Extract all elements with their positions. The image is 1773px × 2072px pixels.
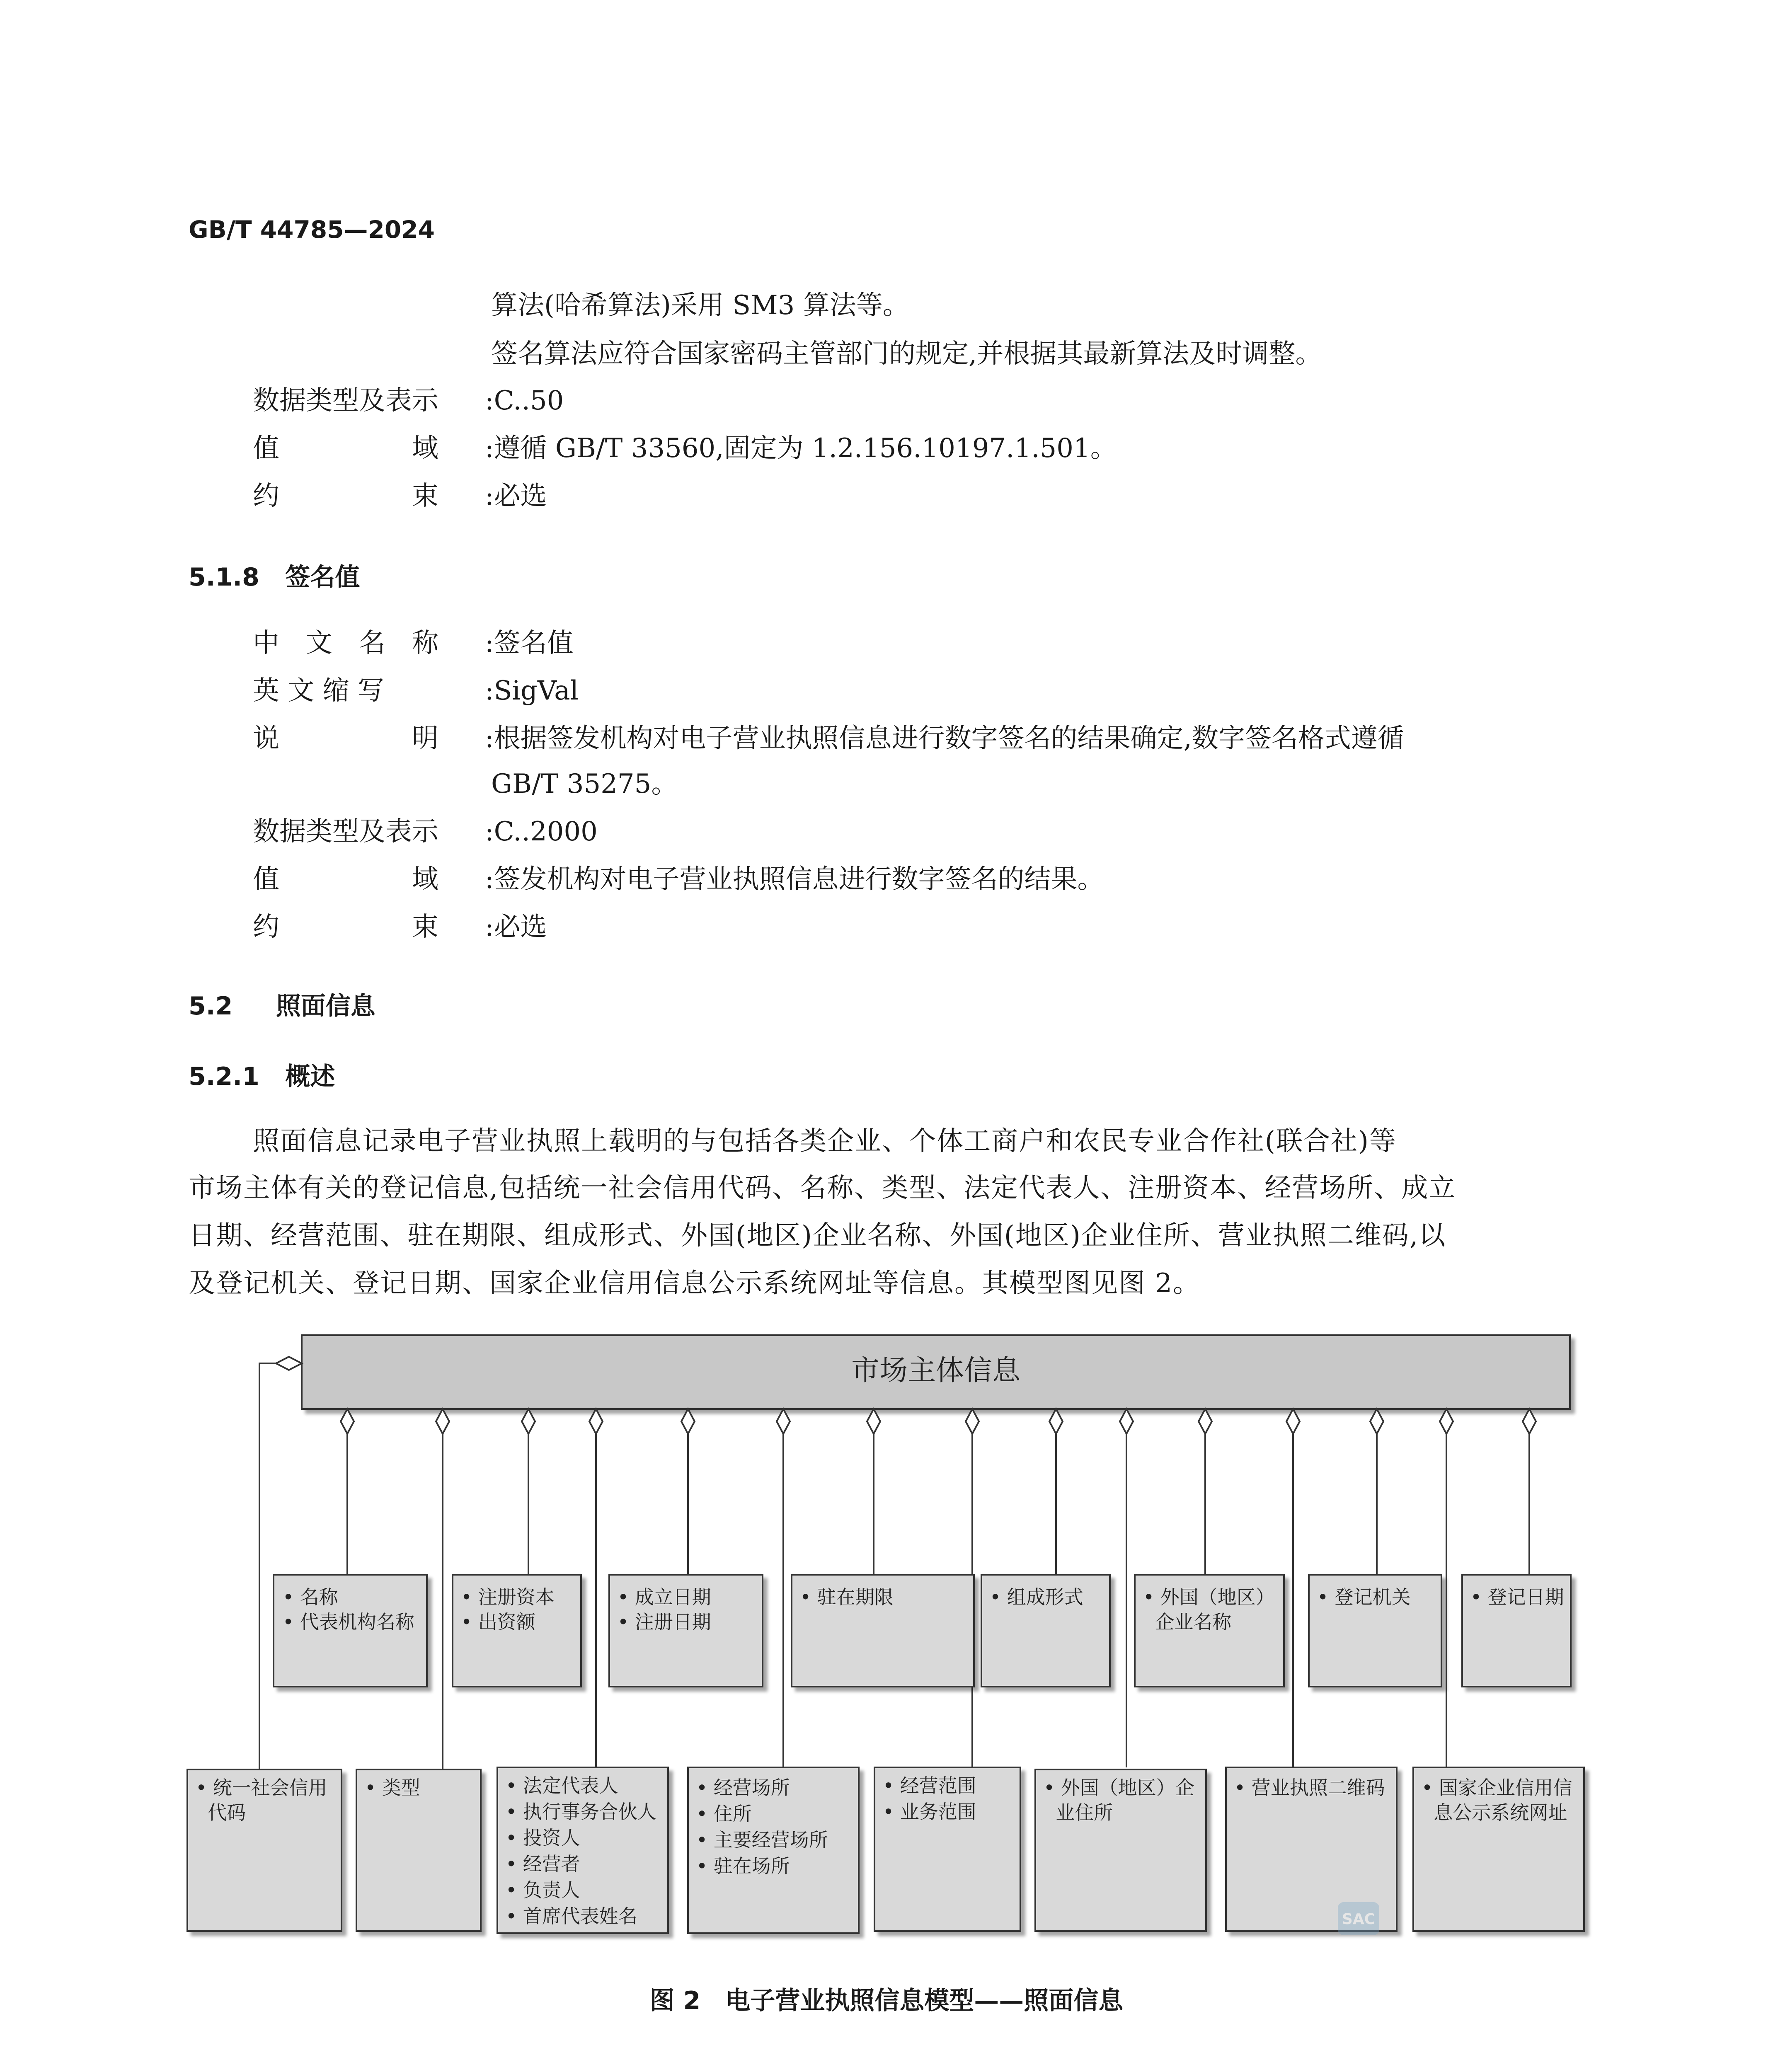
field-value: 签名值 — [494, 628, 574, 658]
field-value: 签发机构对电子营业执照信息进行数字签名的结果。 — [494, 864, 1104, 895]
svg-text:SAC: SAC — [1342, 1911, 1376, 1928]
box-line: • 驻在场所 — [696, 1855, 790, 1877]
box-line: • 代表机构名称 — [283, 1611, 414, 1633]
box-line: • 业务范围 — [883, 1801, 976, 1823]
paragraph-line: 市场主体有关的登记信息,包括统一社会信用代码、名称、类型、法定代表人、注册资本、经营场所、成立 — [189, 1173, 1456, 1203]
field-colon: : — [485, 385, 494, 416]
field-label: 英 文 缩 写 — [253, 675, 385, 706]
box-line: • 首席代表姓名 — [506, 1905, 637, 1927]
field-value: 必选 — [494, 481, 547, 511]
field-label: 值 域 — [253, 864, 438, 895]
box-line: • 国家企业信用信 — [1422, 1777, 1572, 1799]
field-label: 数据类型及表示 — [253, 385, 438, 416]
field-value: C..50 — [494, 385, 564, 416]
box-line: • 驻在期限 — [800, 1586, 894, 1608]
box-line: • 名称 — [283, 1586, 338, 1608]
section-title: 签名值 — [285, 563, 360, 592]
field-label: 值 域 — [253, 433, 438, 464]
box-line: • 外国（地区）企 — [1044, 1777, 1194, 1799]
section-number: 5.1.8 — [189, 563, 259, 592]
box-line: • 执行事务合伙人 — [506, 1801, 656, 1823]
box-line: • 住所 — [696, 1803, 752, 1825]
field-value: 根据签发机构对电子营业执照信息进行数字签名的结果确定,数字签名格式遵循 — [494, 723, 1404, 754]
field-value: SigVal — [494, 675, 579, 706]
sac-watermark-logo — [1338, 1902, 1379, 1935]
box-line: • 出资额 — [461, 1611, 535, 1633]
box-line: 业住所 — [1044, 1801, 1113, 1824]
paragraph-line: 日期、经营范围、驻在期限、组成形式、外国(地区)企业名称、外国(地区)企业住所、营业执照二维码,以 — [189, 1220, 1446, 1251]
field-colon: : — [485, 675, 494, 706]
box-line: 息公示系统网址 — [1422, 1801, 1567, 1824]
box-line: • 投资人 — [506, 1827, 580, 1849]
box-line: • 经营者 — [506, 1853, 580, 1875]
box-line: • 统一社会信用 — [196, 1777, 327, 1799]
box-line: 企业名称 — [1143, 1611, 1232, 1633]
section-number: 5.2.1 — [189, 1062, 259, 1091]
field-continuation: GB/T 35275。 — [491, 769, 678, 799]
field-colon: : — [485, 864, 494, 895]
standard-number: GB/T 44785—2024 — [189, 215, 435, 244]
box-line: • 类型 — [365, 1777, 420, 1799]
section-title: 概述 — [285, 1062, 335, 1091]
text-line: 算法(哈希算法)采用 SM3 算法等。 — [491, 290, 909, 321]
main-entity-title: 市场主体信息 — [851, 1354, 1021, 1387]
field-colon: : — [485, 912, 494, 942]
field-colon: : — [485, 481, 494, 511]
paragraph-line: 照面信息记录电子营业执照上载明的与包括各类企业、个体工商户和农民专业合作社(联合社)等 — [253, 1126, 1397, 1157]
box-line: • 主要经营场所 — [696, 1829, 828, 1851]
box-line: • 营业执照二维码 — [1234, 1777, 1385, 1799]
box-line: • 经营范围 — [883, 1774, 976, 1797]
box-line: • 法定代表人 — [506, 1774, 618, 1797]
field-label: 中 文 名 称 — [253, 628, 438, 658]
box-line: • 外国（地区） — [1143, 1586, 1275, 1608]
box-line: • 组成形式 — [990, 1586, 1083, 1608]
field-label: 说 明 — [253, 723, 438, 754]
field-label: 数据类型及表示 — [253, 816, 438, 847]
field-colon: : — [485, 816, 494, 847]
section-title: 照面信息 — [276, 992, 375, 1021]
box-line: • 登记日期 — [1470, 1586, 1564, 1608]
field-value: 遵循 GB/T 33560,固定为 1.2.156.10197.1.501。 — [494, 433, 1117, 464]
figure-caption: 图 2 电子营业执照信息模型——照面信息 — [649, 1986, 1124, 2015]
text-line: 签名算法应符合国家密码主管部门的规定,并根据其最新算法及时调整。 — [491, 339, 1322, 369]
box-line: • 注册日期 — [618, 1611, 711, 1633]
box-line: • 经营场所 — [696, 1777, 790, 1799]
field-label: 约 束 — [253, 481, 438, 511]
box-line: 代码 — [196, 1801, 246, 1824]
upper-connectors — [341, 1409, 1536, 1575]
field-value: C..2000 — [494, 816, 598, 847]
section-number: 5.2 — [189, 992, 233, 1021]
aggregation-diamond — [276, 1357, 302, 1370]
field-label: 约 束 — [253, 912, 438, 942]
box-line: • 负责人 — [506, 1879, 580, 1901]
field-colon: : — [485, 723, 494, 754]
field-colon: : — [485, 433, 494, 464]
paragraph-line: 及登记机关、登记日期、国家企业信用信息公示系统网址等信息。其模型图见图 2。 — [189, 1268, 1201, 1299]
box-line: • 登记机关 — [1317, 1586, 1411, 1608]
section-heading-5-2-2 — [189, 2070, 484, 2072]
field-value: 必选 — [494, 912, 547, 942]
box-line: • 成立日期 — [618, 1586, 711, 1608]
box-line: • 注册资本 — [461, 1586, 555, 1608]
field-colon: : — [485, 628, 494, 658]
